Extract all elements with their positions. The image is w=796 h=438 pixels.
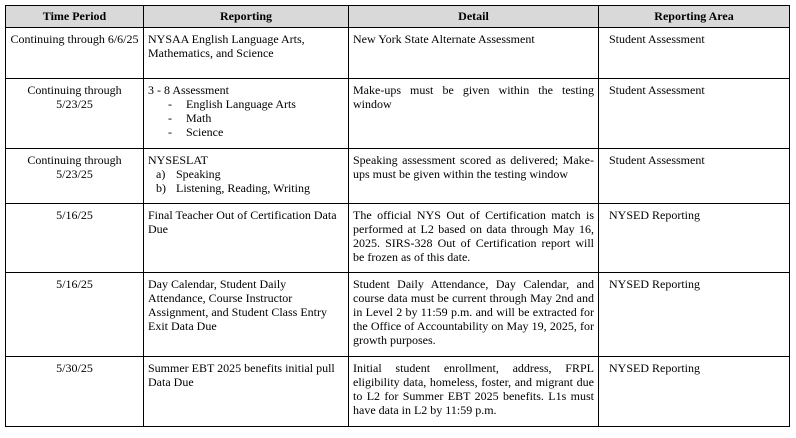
table-row bbox=[6, 357, 790, 427]
reporting-cell bbox=[144, 79, 349, 149]
table-row bbox=[6, 79, 790, 149]
detail-cell: Speaking assessment scored as delivered; Make-ups must be given within the testing window bbox=[349, 149, 599, 204]
detail-cell: New York State Alternate Assessment bbox=[349, 28, 599, 79]
table-row bbox=[6, 149, 790, 204]
table-row bbox=[6, 204, 790, 273]
time-period-cell: Continuing through 5/23/25 bbox=[6, 79, 144, 149]
detail-cell: Student Daily Attendance, Day Calendar, and course data must be current through May 2nd and in Level 2 by 11:59 p.m. and will be extracted for the Office of Accountability on May 19, 2025, for growth purposes. bbox=[349, 273, 599, 357]
reporting-cell: Summer EBT 2025 benefits initial pull Data Due bbox=[144, 357, 349, 427]
reporting-schedule-table bbox=[5, 5, 790, 427]
header-detail: Detail bbox=[349, 6, 599, 28]
header-time-period: Time Period bbox=[6, 6, 144, 28]
subject-list bbox=[148, 97, 344, 139]
detail-cell: Initial student enrollment, address, FRPL eligibility data, homeless, foster, and migrant due to L2 for Summer EBT 2025 benefits. L1s must have data in L2 by 11:59 p.m. bbox=[349, 357, 599, 427]
reporting-cell bbox=[144, 149, 349, 204]
list-item: - Math bbox=[168, 111, 344, 125]
reporting-cell: Final Teacher Out of Certification Data Due bbox=[144, 204, 349, 273]
time-period-cell: Continuing through 6/6/25 bbox=[6, 28, 144, 79]
reporting-area-cell: NYSED Reporting bbox=[599, 273, 790, 357]
header-reporting: Reporting bbox=[144, 6, 349, 28]
reporting-title: 3 - 8 Assessment bbox=[148, 83, 229, 97]
table-header-row bbox=[6, 6, 790, 28]
time-period-cell: 5/16/25 bbox=[6, 273, 144, 357]
time-period-cell: 5/16/25 bbox=[6, 204, 144, 273]
list-text: Speaking bbox=[176, 167, 221, 181]
table-row bbox=[6, 273, 790, 357]
time-period-cell: Continuing through 5/23/25 bbox=[6, 149, 144, 204]
time-period-cell: 5/30/25 bbox=[6, 357, 144, 427]
reporting-area-cell: Student Assessment bbox=[599, 149, 790, 204]
reporting-cell: Day Calendar, Student Daily Attendance, Course Instructor Assignment, and Student Class Entry Exit Data Due bbox=[144, 273, 349, 357]
reporting-area-cell: Student Assessment bbox=[599, 28, 790, 79]
reporting-area-cell: NYSED Reporting bbox=[599, 204, 790, 273]
table-row bbox=[6, 28, 790, 79]
list-item bbox=[156, 167, 344, 181]
list-marker: a) bbox=[156, 167, 166, 181]
list-text: Listening, Reading, Writing bbox=[176, 181, 310, 195]
detail-cell: The official NYS Out of Certification match is performed at L2 based on data through May 16, 2025. SIRS-328 Out of Certification report will be frozen as of this date. bbox=[349, 204, 599, 273]
reporting-area-cell: NYSED Reporting bbox=[599, 357, 790, 427]
detail-cell: Make-ups must be given within the testing window bbox=[349, 79, 599, 149]
list-item bbox=[156, 181, 344, 195]
list-item: - English Language Arts bbox=[168, 97, 344, 111]
list-marker: b) bbox=[156, 181, 166, 195]
reporting-cell: NYSAA English Language Arts, Mathematics, and Science bbox=[144, 28, 349, 79]
reporting-title: NYSESLAT bbox=[148, 153, 209, 167]
component-list bbox=[148, 167, 344, 195]
list-item: - Science bbox=[168, 125, 344, 139]
header-reporting-area: Reporting Area bbox=[599, 6, 790, 28]
reporting-area-cell: Student Assessment bbox=[599, 79, 790, 149]
